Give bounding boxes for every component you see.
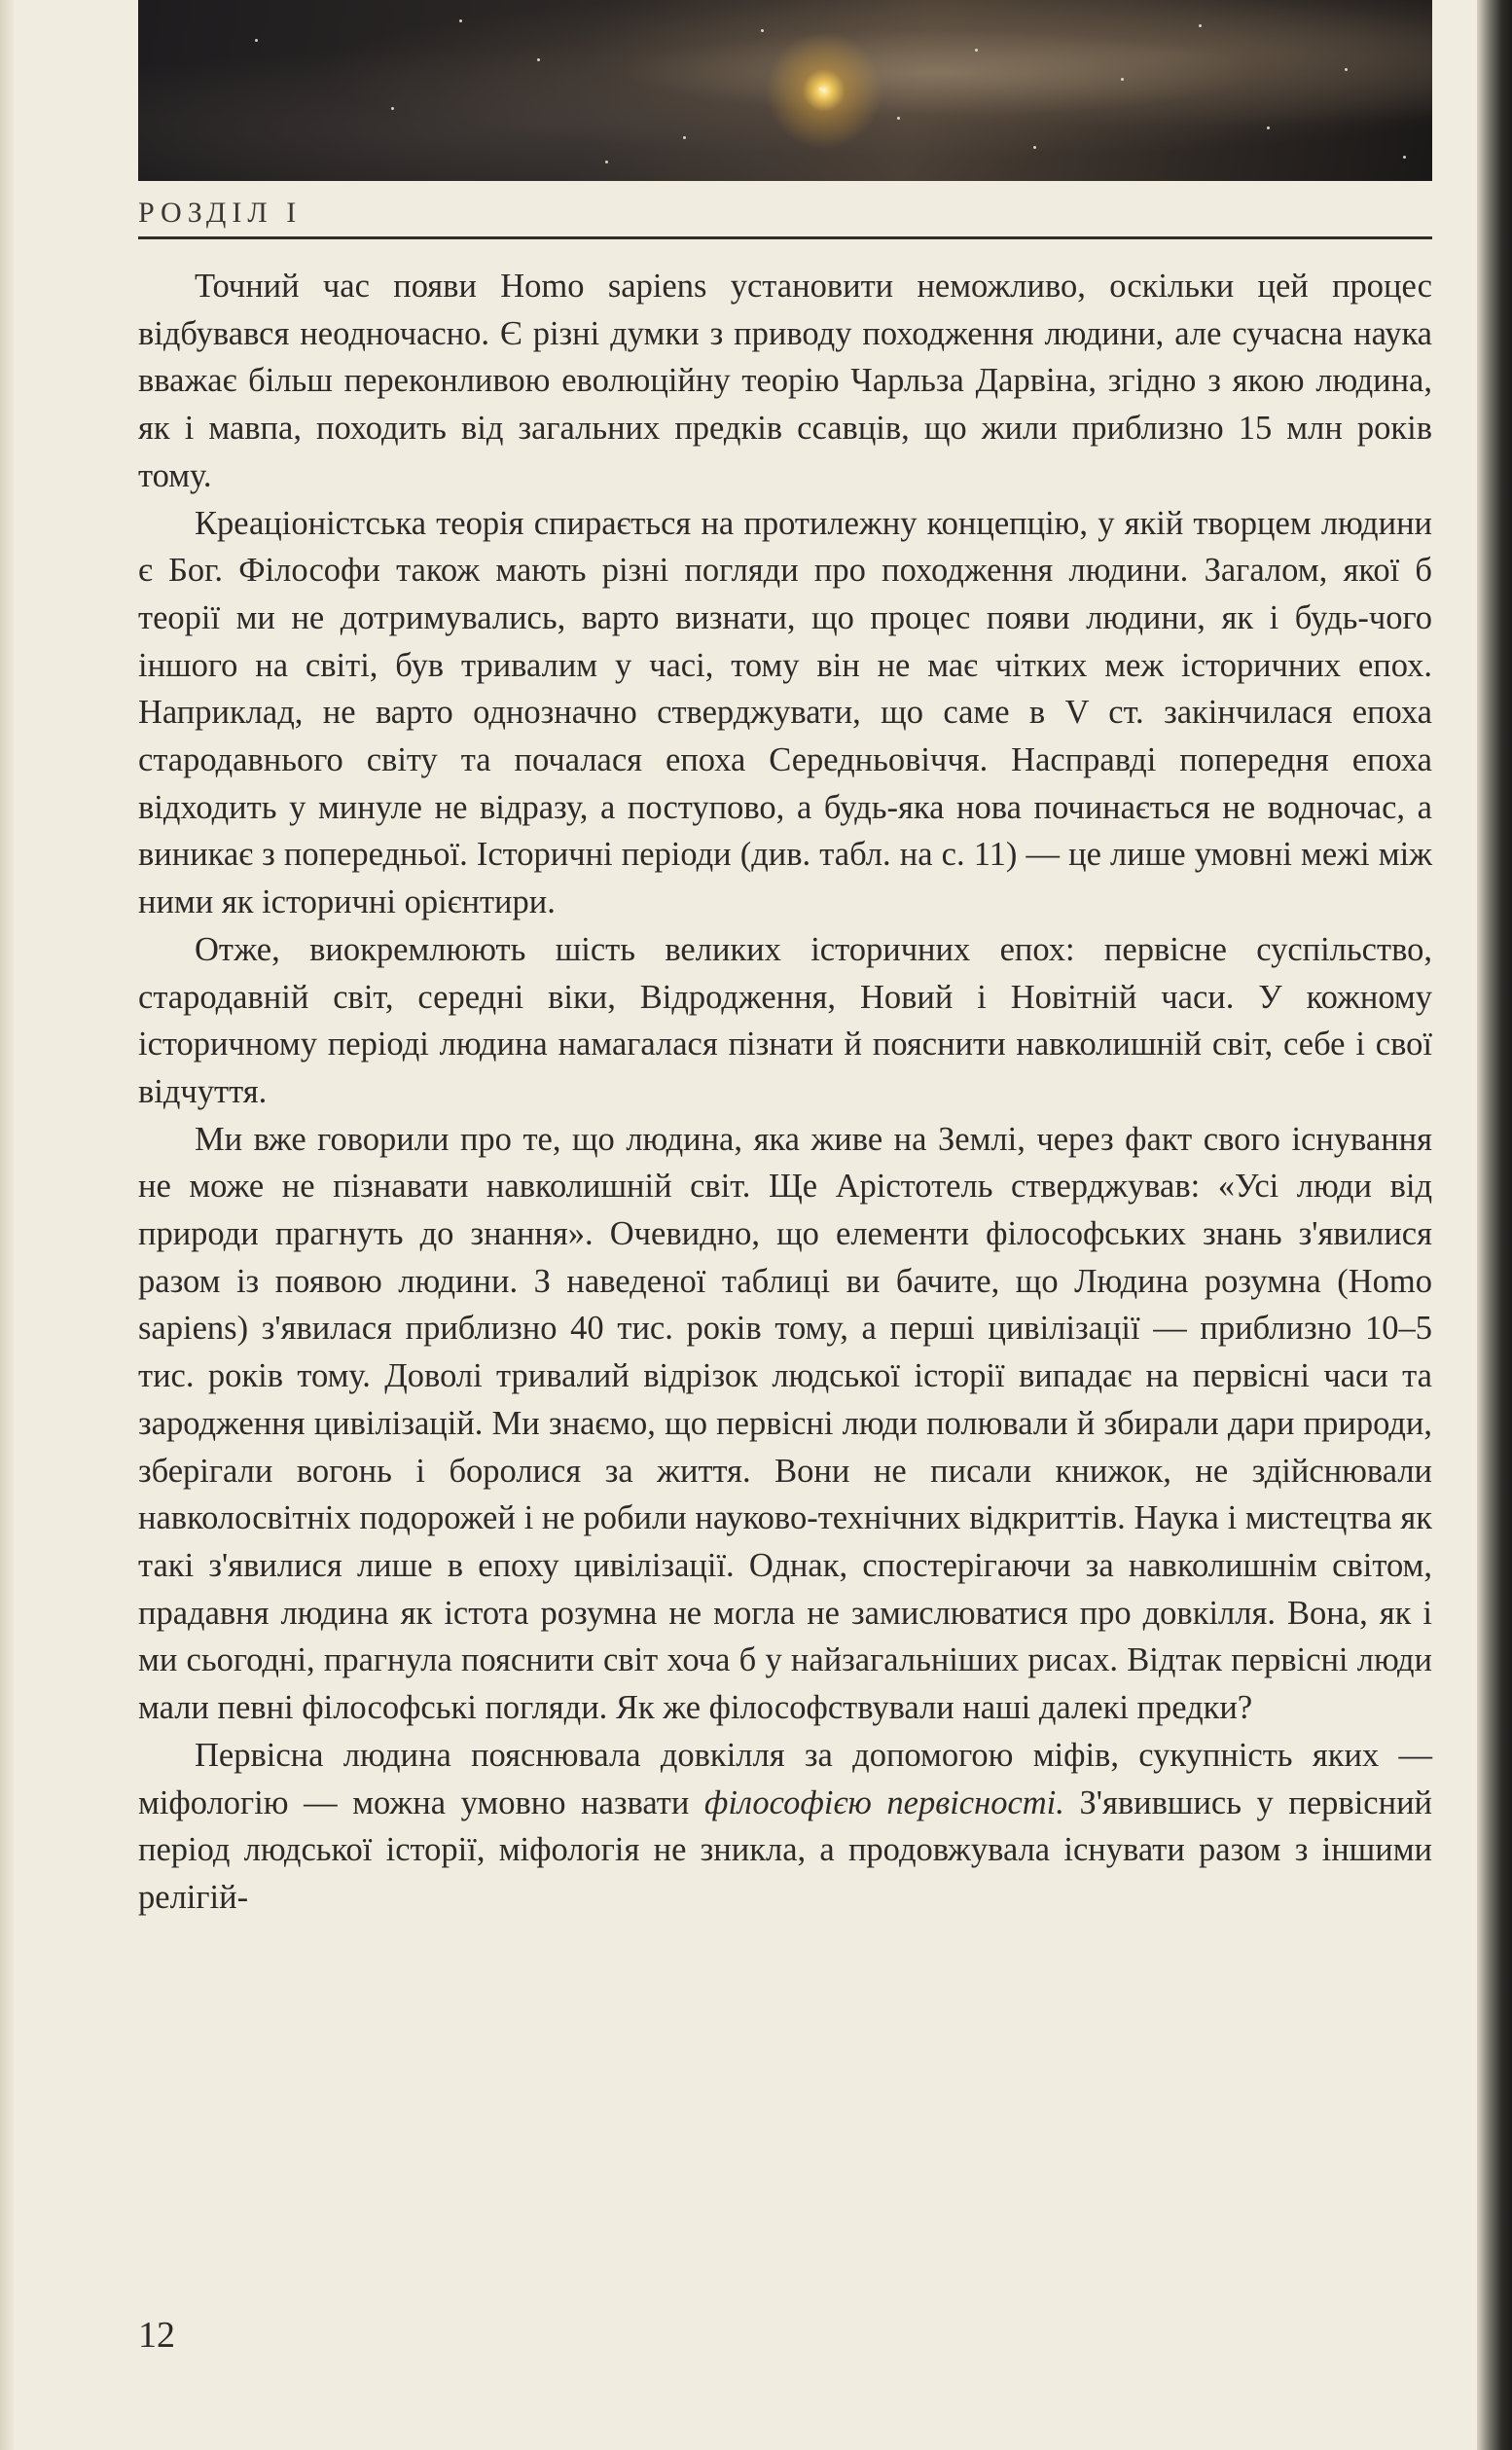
paragraph-5-end: З'явившись у первісний період людської історії, міфологія не зникла, а продовжувала існувати разом з іншими релігій- bbox=[138, 1783, 1432, 1916]
paragraph-1: Точний час появи Homo sapiens установити неможливо, оскільки цей процес відбувався неодночасно. Є різні думки з приводу походження людини, але сучасна наука вважає більш переконливою еволюційну теорію Чарльза Дарвіна, згідно з якою людина, як і мавпа, походить від загальних предків ссавців, що жили приблизно 15 млн років тому. bbox=[138, 268, 1432, 494]
paragraph-5 bbox=[138, 1732, 1432, 1922]
paragraph-2: Креаціоністська теорія спирається на протилежну концепцію, у якій творцем людини є Бог. Філософи також мають різні погляди про походження людини. Загалом, якої б теорії ми не дотримувались, варто визнати, що процес появи людини, як і будь-чого іншого на світі, був тривалим у часі, тому він не має чітких меж історичних епох. Наприклад, не варто однозначно стверджувати, що саме в V ст. закінчилася епоха стародавнього світу та почалася епоха Середньовіччя. Насправді попередня епоха відходить у минуле не відразу, а поступово, а будь-яка нова починається не водночас, а виникає з попередньої. Історичні періоди (див. табл. на с. 11) — це лише умовні межі між ними як історичні орієнтири. bbox=[138, 504, 1432, 921]
header-rule bbox=[138, 236, 1432, 239]
scan-edge-left bbox=[0, 0, 14, 2450]
paragraph-5-start: Первісна людина пояснювала довкілля за допомогою міфів, сукупність яких — міфологію — можна умовно назвати bbox=[138, 1736, 1432, 1821]
paragraph-5-emphasis: філософією первісності. bbox=[703, 1783, 1064, 1821]
paragraph-4: Ми вже говорили про те, що людина, яка живе на Землі, через факт свого існування не може не пізнавати навколишній світ. Ще Арістотель стверджував: «Усі люди від природи прагнуть до знання». Очевидно, що елементи філософських знань з'явилися разом із появою людини. З наведеної таблиці ви бачите, що Людина розумна (Homo sapiens) з'явилася приблизно 40 тис. років тому, а перші цивілізації — приблизно 10–5 тис. років тому. Доволі тривалий відрізок людської історії випадає на первісні часи та зародження цивілізацій. Ми знаємо, що первісні люди полювали й збирали дари природи, зберігали вогонь і боролися за життя. Вони не писали книжок, не здійснювали навколосвітніх подорожей і не робили науково-технічних відкриттів. Наука і мистецтва як такі з'явилися лише в епоху цивілізації. Однак, спостерігаючи за навколишнім світом, прадавня людина як істота розумна не могла не замислюватися про довкілля. Вона, як і ми сьогодні, прагнула пояснити світ хоча б у найзагальніших рисах. Відтак первісні люди мали певні філософські погляди. Як же філософствували наші далекі предки? bbox=[138, 1120, 1432, 1727]
scan-edge-right bbox=[1477, 0, 1512, 2450]
page-number: 12 bbox=[138, 2315, 175, 2356]
section-label: РОЗДІЛ I bbox=[138, 197, 303, 229]
paragraph-3: Отже, виокремлюють шість великих історичних епох: первісне суспільство, стародавній світ, середні віки, Відродження, Новий і Новітній часи. У кожному історичному періоді людина намагалася пізнати й пояснити навколишній світ, себе і свої відчуття. bbox=[138, 930, 1432, 1110]
body-text bbox=[138, 263, 1432, 1922]
starfield-header-image bbox=[138, 0, 1432, 181]
